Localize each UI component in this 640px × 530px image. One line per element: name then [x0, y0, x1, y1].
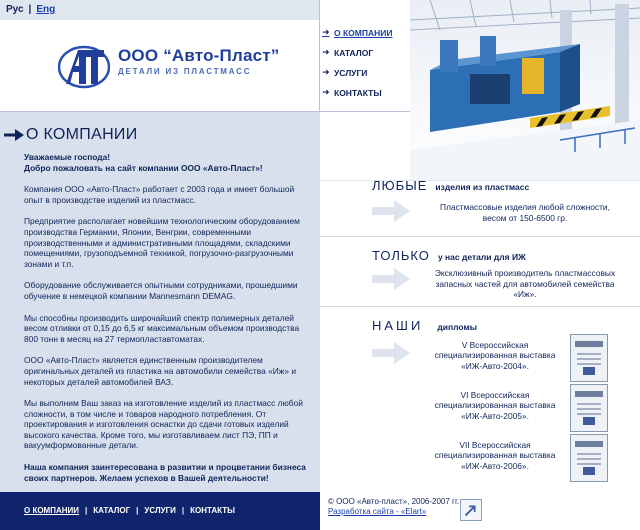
any-products-heading [372, 178, 529, 193]
developer-link[interactable]: Разработка сайта - «Elart» [328, 507, 427, 516]
about-paragraph: Мы выполним Ваш заказ на изготовление изделий из пластмасс любой сложности, в том числе и товаров народного потребления. От проектирования и изготовления оснастки до сдачи готовых изделий высокого качества. Кроме того, мы изготавливаем лист ПЭ, ПП и вакуумформованные детали. [24, 398, 303, 451]
diploma-certificate-icon[interactable] [570, 434, 608, 482]
diploma-certificate-icon[interactable] [570, 384, 608, 432]
lang-ru[interactable]: Рус [6, 4, 24, 15]
menu-arrow-icon: ➜ [322, 67, 330, 77]
highlights-panel [320, 112, 640, 492]
lang-separator: | [28, 4, 32, 15]
diploma-caption: VII Всероссийская специализированная выставка «ИЖ-Авто-2006». [434, 440, 556, 471]
diploma-item[interactable] [430, 434, 630, 482]
arrow-right-icon [372, 266, 410, 292]
menu-arrow-icon: ➜ [322, 87, 330, 97]
about-closing: Наша компания заинтересована в развитии и процветании бизнеса своих партнеров. Желаем успехов в Вашей деятельности! [24, 462, 306, 483]
menu-arrow-icon: ➜ [322, 27, 330, 37]
developer-logo-icon[interactable] [460, 499, 482, 521]
menu-item-catalog[interactable] [320, 40, 410, 60]
arrow-right-icon [372, 198, 410, 224]
only-subtitle[interactable]: у нас детали для ИЖ [437, 252, 526, 262]
menu-item-label: УСЛУГИ [334, 67, 368, 78]
about-paragraph: Предприятие располагает новейшим технологическим оборудованием производства Германии, Японии, Венгрии, современными производственными и административными площадями, складскими помещениями, грузоподъемной техникой, погрузочно-разгрузочными зонами и т.п. [24, 216, 300, 269]
about-heading [0, 124, 138, 146]
any-word: ЛЮБЫЕ [372, 178, 428, 193]
footer-link-services[interactable]: УСЛУГИ [144, 506, 176, 515]
footer-link-about[interactable]: О КОМПАНИИ [24, 506, 80, 515]
diploma-caption: V Всероссийская специализированная выставка «ИЖ-Авто-2004». [434, 340, 556, 371]
greeting-line-1: Уважаемые господа! [24, 152, 111, 162]
diplomas-heading [372, 318, 477, 333]
company-tagline: ДЕТАЛИ ИЗ ПЛАСТМАСС [118, 67, 252, 76]
company-logo-icon[interactable] [58, 40, 110, 92]
footer-nav [0, 492, 320, 530]
menu-item-services[interactable] [320, 60, 410, 80]
footer-separator: | [181, 506, 185, 515]
about-paragraph: ООО «Авто-Пласт» является единственным производителем оригинальных деталей из пластика на автомобили семейства «Иж» и некоторых деталей автомобилей ВАЗ. [24, 355, 297, 387]
language-bar [0, 0, 320, 20]
section-divider [320, 306, 640, 307]
ours-word: НАШИ [372, 318, 424, 333]
lang-en[interactable]: Eng [36, 4, 56, 15]
only-word: ТОЛЬКО [372, 248, 430, 263]
company-name: ООО “Авто-Пласт” [118, 46, 280, 65]
menu-arrow-icon: ➜ [322, 47, 330, 57]
about-panel [0, 112, 320, 492]
greeting [24, 152, 310, 173]
arrow-right-icon [372, 340, 410, 366]
footer-separator: | [85, 506, 88, 515]
izh-parts-text: Эксклюзивный производитель пластмассовых запасных частей для автомобилей семейства «Иж». [434, 268, 616, 299]
any-products-text: Пластмассовые изделия любой сложности, весом от 150-6500 гр. [440, 202, 610, 223]
any-subtitle[interactable]: изделия из пластмасс [435, 182, 530, 192]
izh-parts-heading [372, 248, 526, 263]
diploma-caption: VI Всероссийская специализированная выставка «ИЖ-Авто-2005». [434, 390, 556, 421]
menu-item-label: КОНТАКТЫ [334, 87, 382, 98]
diploma-item[interactable] [430, 384, 630, 432]
section-divider [320, 236, 640, 237]
logo-area [0, 20, 320, 112]
about-paragraph: Мы способны производить широчайший спектр полимерных деталей весом отливки от 0,15 до 6,5 кг максимальным объемом производства 800 тонн в месяц на 27 термопластавтоматах. [24, 312, 300, 344]
about-title: О КОМПАНИИ [26, 126, 138, 143]
menu-item-label: О КОМПАНИИ [334, 27, 393, 38]
footer-link-catalog[interactable]: КАТАЛОГ [93, 506, 131, 515]
menu-item-about[interactable] [320, 20, 410, 40]
section-arrow-icon [4, 127, 24, 143]
diploma-certificate-icon[interactable] [570, 334, 608, 382]
about-text [24, 152, 310, 494]
footer-link-contacts[interactable]: КОНТАКТЫ [190, 506, 235, 515]
footer-separator: | [136, 506, 139, 515]
ours-subtitle[interactable]: дипломы [437, 322, 477, 332]
diploma-item[interactable] [430, 334, 630, 382]
footer [0, 492, 640, 530]
about-paragraph: Оборудование обслуживается опытными сотрудниками, прошедшими обучение в немецкой компании Mannesmann DEMAG. [24, 280, 298, 301]
menu-item-contacts[interactable] [320, 80, 410, 100]
about-paragraph: Компания ООО «Авто-Пласт» работает с 2003 года и имеет большой опыт в производстве изделий из пластмасс. [24, 184, 295, 205]
main-menu [320, 20, 410, 100]
copyright: © ООО «Авто-пласт», 2006-2007 гг. [328, 497, 460, 506]
greeting-line-2: Добро пожаловать на сайт компании ООО «Авто-Пласт»! [24, 162, 263, 173]
menu-item-label: КАТАЛОГ [334, 47, 374, 58]
